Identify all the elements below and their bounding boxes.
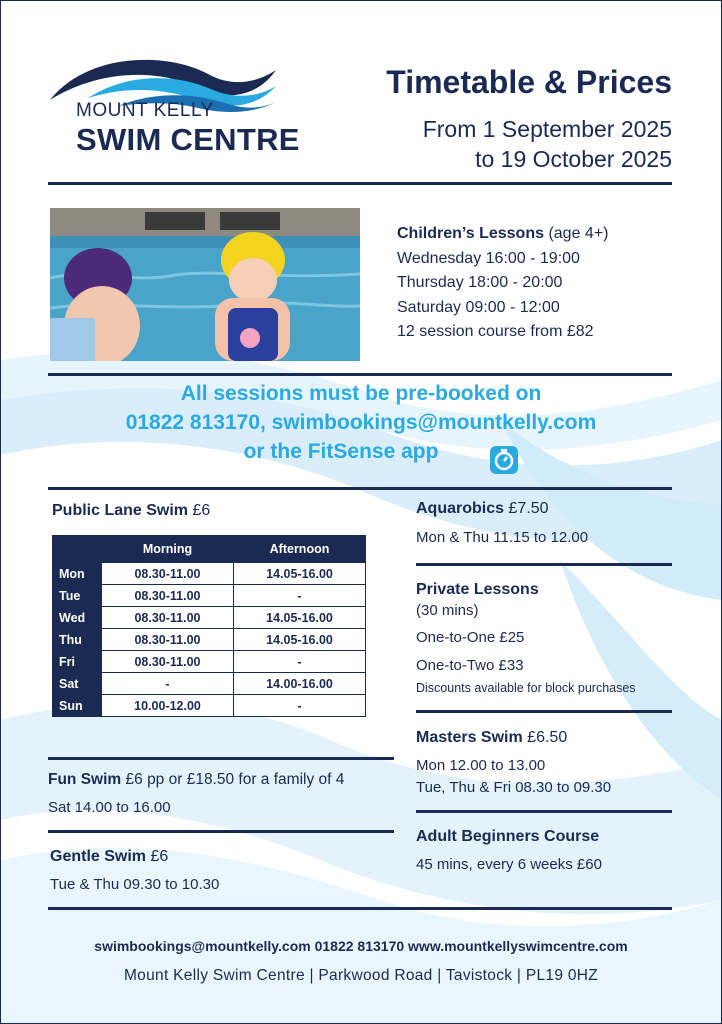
children-photo — [50, 208, 360, 361]
childrens-lesson-line: Thursday 18:00 - 20:00 — [397, 274, 563, 291]
booking-line3: or the FitSense app — [243, 440, 439, 463]
adult-beginners-title: Adult Beginners Course — [416, 828, 600, 845]
table-cell: 08.30-11.00 — [102, 651, 234, 673]
table-cell: 08.30-11.00 — [102, 629, 234, 651]
divider — [416, 710, 672, 713]
booking-line2: 01822 813170, swimbookings@mountkelly.com — [125, 411, 597, 434]
table-cell: 14.05-16.00 — [234, 629, 366, 651]
divider — [48, 907, 672, 910]
public-lane-timetable — [52, 535, 366, 717]
masters-swim-price: £6.50 — [527, 729, 568, 746]
table-row — [53, 651, 366, 673]
gentle-swim-time: Tue & Thu 09.30 to 10.30 — [50, 876, 220, 893]
childrens-lesson-price: 12 session course from £82 — [397, 323, 594, 340]
table-header-cell: Afternoon — [234, 536, 366, 563]
private-one-to-two: One-to-Two £33 — [416, 657, 524, 674]
table-row — [53, 695, 366, 717]
aquarobics-price: £7.50 — [508, 500, 549, 517]
table-day-cell: Tue — [53, 585, 102, 607]
date-range-line1: From 1 September 2025 — [422, 116, 672, 142]
table-day-cell: Sun — [53, 695, 102, 717]
table-row — [53, 607, 366, 629]
gentle-swim-price: £6 — [150, 848, 169, 865]
logo-text-small: MOUNT KELLY — [76, 100, 214, 121]
divider — [48, 182, 672, 185]
gentle-swim-title: Gentle Swim — [50, 848, 147, 865]
childrens-lessons — [397, 222, 609, 345]
fitsense-app-icon[interactable] — [490, 446, 518, 474]
footer-contact: swimbookings@mountkelly.com 01822 813170 www.mountkellyswimcentre.com — [94, 938, 628, 954]
table-header-cell — [53, 536, 102, 563]
fun-swim-price: £6 pp or £18.50 for a family of 4 — [125, 771, 345, 788]
table-day-cell: Mon — [53, 563, 102, 585]
adult-beginners-detail: 45 mins, every 6 weeks £60 — [416, 856, 602, 873]
footer-address: Mount Kelly Swim Centre | Parkwood Road | Tavistock | PL19 0HZ — [123, 967, 599, 984]
table-cell: - — [234, 585, 366, 607]
private-one-to-one: One-to-One £25 — [416, 629, 525, 646]
table-day-cell: Thu — [53, 629, 102, 651]
booking-line1: All sessions must be pre-booked on — [180, 382, 542, 405]
table-cell: 14.05-16.00 — [234, 607, 366, 629]
table-cell: 08.30-11.00 — [102, 563, 234, 585]
aquarobics-time: Mon & Thu 11.15 to 12.00 — [416, 529, 589, 546]
public-lane-heading — [52, 502, 210, 520]
table-day-cell: Sat — [53, 673, 102, 695]
gentle-swim-heading — [50, 848, 168, 866]
table-day-cell: Wed — [53, 607, 102, 629]
table-cell: - — [234, 651, 366, 673]
fun-swim-heading — [48, 771, 344, 789]
masters-swim-time1: Mon 12.00 to 13.00 — [416, 757, 546, 774]
private-discount-note: Discounts available for block purchases — [416, 681, 636, 695]
table-row — [53, 673, 366, 695]
table-header-row — [53, 536, 366, 563]
childrens-lesson-line: Saturday 09:00 - 12:00 — [397, 298, 560, 316]
table-row — [53, 629, 366, 651]
childrens-lessons-age: (age 4+) — [548, 225, 609, 242]
private-lessons-title: Private Lessons — [416, 581, 539, 598]
table-cell: 10.00-12.00 — [102, 695, 234, 717]
date-range-line2: to 19 October 2025 — [475, 146, 672, 172]
table-cell: - — [102, 673, 234, 695]
public-lane-price: £6 — [192, 502, 211, 519]
fun-swim-title: Fun Swim — [48, 771, 122, 788]
private-lessons-duration: (30 mins) — [416, 602, 479, 619]
table-day-cell: Fri — [53, 651, 102, 673]
table-header-cell: Morning — [102, 536, 234, 563]
public-lane-title: Public Lane Swim — [52, 502, 189, 519]
logo-text-big: SWIM CENTRE — [76, 122, 300, 157]
childrens-lesson-line: Wednesday 16:00 - 19:00 — [397, 249, 580, 267]
divider — [48, 487, 672, 490]
divider — [48, 373, 672, 376]
divider — [48, 830, 394, 833]
page-title: Timetable & Prices — [386, 64, 672, 100]
masters-swim-heading — [416, 729, 567, 747]
childrens-lessons-title: Children’s Lessons — [397, 225, 544, 242]
table-cell: 14.05-16.00 — [234, 563, 366, 585]
divider — [48, 757, 394, 760]
table-cell: 14.00-16.00 — [234, 673, 366, 695]
table-cell: 08.30-11.00 — [102, 585, 234, 607]
divider — [416, 563, 672, 566]
table-row — [53, 563, 366, 585]
masters-swim-time2: Tue, Thu & Fri 08.30 to 09.30 — [416, 779, 612, 796]
table-cell: 08.30-11.00 — [102, 607, 234, 629]
logo — [48, 52, 318, 162]
table-row — [53, 585, 366, 607]
fun-swim-time: Sat 14.00 to 16.00 — [48, 799, 171, 816]
table-cell: - — [234, 695, 366, 717]
masters-swim-title: Masters Swim — [416, 729, 523, 746]
aquarobics-title: Aquarobics — [416, 500, 505, 517]
divider — [416, 810, 672, 813]
aquarobics-heading — [416, 500, 549, 518]
